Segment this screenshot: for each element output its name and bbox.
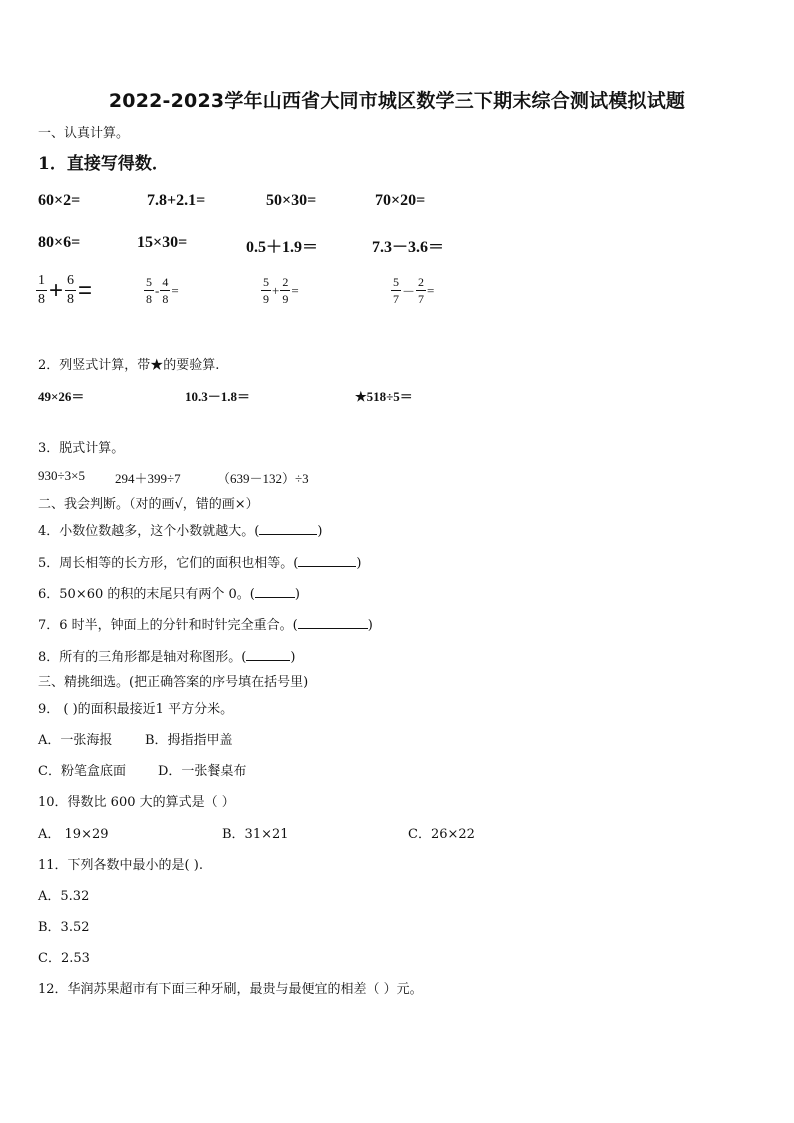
- judge-question: 5．周长相等的长方形，它们的面积也相等。( ): [38, 556, 362, 571]
- answer-blank[interactable]: [298, 616, 368, 629]
- option-item: C．26×22: [408, 827, 475, 842]
- option-item: D．一张餐桌布: [158, 764, 247, 779]
- option-item: A． 19×29: [38, 827, 109, 842]
- section-3-heading: 三、精挑细选。(把正确答案的序号填在括号里): [38, 675, 309, 690]
- option-item: B．3.52: [38, 920, 90, 935]
- calc-item: 930÷3×5: [38, 468, 85, 483]
- fraction: $\frac{5}{8}$: [146, 275, 152, 306]
- judge-question: 6．50×60 的积的末尾只有两个 0。( ): [38, 587, 300, 602]
- option-item: A．5.32: [38, 889, 90, 904]
- calc-item: 7.8+2.1=: [147, 192, 206, 209]
- fraction: $\frac{5}{9}$: [263, 275, 269, 306]
- fraction: $\frac{6}{8}$: [67, 273, 75, 307]
- calc-item: 294＋399÷7: [115, 471, 181, 486]
- calc-item: ★518÷5＝: [355, 389, 413, 404]
- question-2-label: 2．列竖式计算，带★的要验算.: [38, 358, 220, 373]
- calc-item: 60×2=: [38, 192, 81, 209]
- fraction: $\frac{2}{9}$: [282, 275, 289, 306]
- judge-question: 4．小数位数越多，这个小数就越大。( ): [38, 524, 323, 539]
- question-9-label: 9． ( )的面积最接近1 平方分米。: [38, 702, 234, 717]
- judge-question: 7．6 时半，钟面上的分针和时针完全重合。( ): [38, 618, 373, 633]
- calc-item: 15×30=: [137, 234, 188, 251]
- answer-blank[interactable]: [255, 585, 295, 598]
- fraction: $\frac{2}{7}$: [418, 275, 425, 306]
- calc-item: 49×26＝: [38, 389, 85, 404]
- question-12-label: 12．华润苏果超市有下面三种牙刷，最贵与最便宜的相差（ ）元。: [38, 982, 423, 997]
- option-item: C．2.53: [38, 951, 90, 966]
- fraction-expression: $\frac{5}{7}$ － $\frac{2}{7}$ =: [393, 275, 435, 306]
- calc-item: 7.3－3.6＝: [372, 239, 445, 256]
- calc-item: 10.3－1.8＝: [185, 389, 251, 404]
- answer-blank[interactable]: [246, 648, 290, 661]
- fraction-expression: $\frac{5}{9}$ + $\frac{2}{9}$ =: [263, 275, 299, 306]
- answer-blank[interactable]: [259, 522, 317, 535]
- fraction-expression: $\frac{5}{8}$ - $\frac{4}{8}$ =: [146, 275, 179, 306]
- question-1-label: 1．直接写得数．: [38, 154, 169, 174]
- fraction: $\frac{1}{8}$: [38, 273, 45, 307]
- fraction: $\frac{5}{7}$: [393, 275, 399, 306]
- option-item: B．拇指指甲盖: [145, 733, 233, 748]
- section-2-heading: 二、我会判断。（对的画√，错的画×）: [38, 497, 259, 512]
- calc-item: 0.5＋1.9＝: [246, 239, 319, 256]
- question-3-label: 3．脱式计算。: [38, 441, 125, 456]
- question-11-label: 11．下列各数中最小的是( ).: [38, 858, 203, 873]
- page-title: 2022-2023学年山西省大同市城区数学三下期末综合测试模拟试题: [108, 90, 686, 112]
- option-item: B．31×21: [222, 827, 289, 842]
- calc-item: 70×20=: [375, 192, 426, 209]
- option-item: C．粉笔盒底面: [38, 764, 126, 779]
- calc-item: （639－132）÷3: [217, 471, 309, 486]
- question-10-label: 10．得数比 600 大的算式是（ ）: [38, 795, 235, 810]
- calc-item: 80×6=: [38, 234, 81, 251]
- option-item: A．一张海报: [38, 733, 113, 748]
- fraction-expression: $\frac{1}{8}$ + $\frac{6}{8}$ =: [38, 273, 93, 307]
- section-1-heading: 一、认真计算。: [38, 126, 130, 141]
- fraction: $\frac{4}{8}$: [162, 275, 169, 306]
- judge-question: 8．所有的三角形都是轴对称图形。( ): [38, 650, 296, 665]
- answer-blank[interactable]: [298, 554, 356, 567]
- calc-item: 50×30=: [266, 192, 317, 209]
